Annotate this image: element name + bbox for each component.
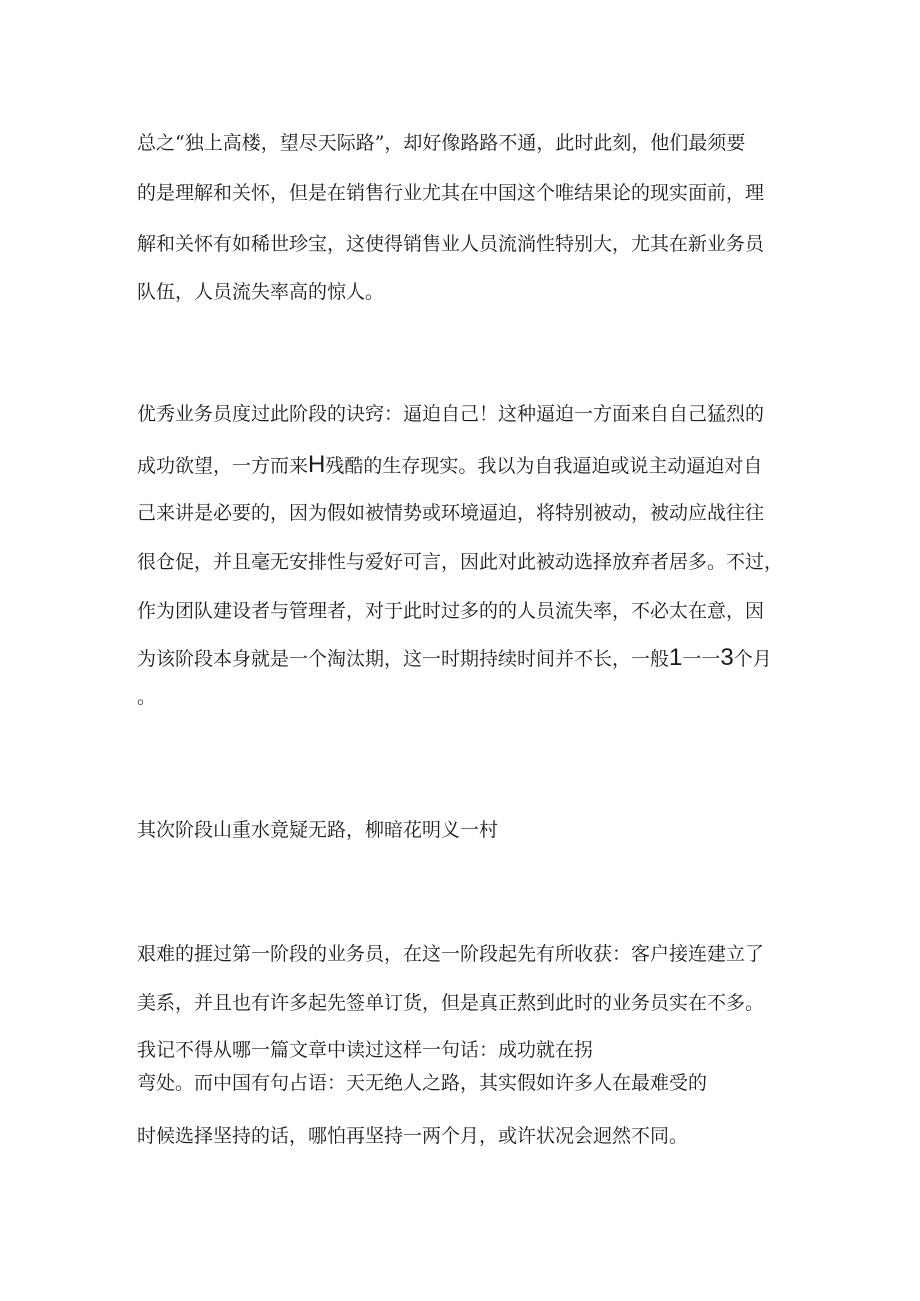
paragraph-2-line-7: 。 xyxy=(137,686,157,708)
paragraph-2-line-2-end: 残酷的生存现实。我以为自我逼迫或说主动逼迫对自 xyxy=(325,455,763,477)
glyph-one: 1 xyxy=(669,645,683,671)
glyph-three: 3 xyxy=(720,645,734,671)
glyph-h: H xyxy=(308,452,326,478)
paragraph-2-line-1: 优秀业务员度过此阶段的诀窍：逼迫自己！这种逼迫一方面来自自己猛烈的 xyxy=(137,403,765,425)
section-heading: 其次阶段山重水竟疑无路，柳暗花明义一村 xyxy=(137,819,499,841)
paragraph-2-line-2-start: 成功欲望，一方而来 xyxy=(137,455,309,477)
paragraph-4-line-5: 时候选择坚持的话，哪怕再坚持一两个月，或许状况会迥然不同。 xyxy=(137,1125,689,1147)
paragraph-2-line-4: 很仓促，并且毫无安排性与爱好可言，因此对此被动选择放弃者居多。不过， xyxy=(137,551,784,573)
paragraph-2-line-6 xyxy=(137,645,797,672)
paragraph-1-line-1: 总之“独上高楼，望尽天际路”，却好像路路不通，此时此刻，他们最须要 xyxy=(137,132,746,154)
paragraph-2-line-3: 己来讲是必要的，因为假如被情势或环境逼迫，将特别被动，被动应战往往 xyxy=(137,502,765,524)
paragraph-1-line-2: 的是理解和关怀，但是在销售行业尤其在中国这个唯结果论的现实面前，理 xyxy=(137,182,765,204)
paragraph-1-line-4: 队伍，人员流失率高的惊人。 xyxy=(137,281,385,303)
paragraph-4-line-3: 我记不得从哪一篇文章中读过这样一句话：成功就在拐 xyxy=(137,1039,594,1061)
paragraph-4-line-1: 艰难的捱过第一阶段的业务员，在这一阶段起先有所收获：客户接连建立了 xyxy=(137,943,765,965)
glyph-dash: 一一 xyxy=(682,648,721,670)
paragraph-1-line-3: 解和关怀有如稀世珍宝，这使得销售业人员流淌性特别大，尤其在新业务员 xyxy=(137,233,765,255)
paragraph-2-line-6-end: 个月 xyxy=(733,648,772,670)
paragraph-4-line-2: 美系，并且也有许多起先签单订货，但是真正熬到此时的业务员实在不多。 xyxy=(137,992,765,1014)
paragraph-2-line-6-start: 为该阶段本身就是一个淘汰期，这一时期持续时间并不长，一般 xyxy=(137,648,670,670)
paragraph-2-line-5: 作为团队建设者与管理者，对于此时过多的的人员流失率，不必太在意，因 xyxy=(137,600,765,622)
paragraph-2-line-2 xyxy=(137,452,797,479)
paragraph-4-line-4: 弯处。而中国有句占语：天无绝人之路，其实假如许多人在最难受的 xyxy=(137,1072,708,1094)
